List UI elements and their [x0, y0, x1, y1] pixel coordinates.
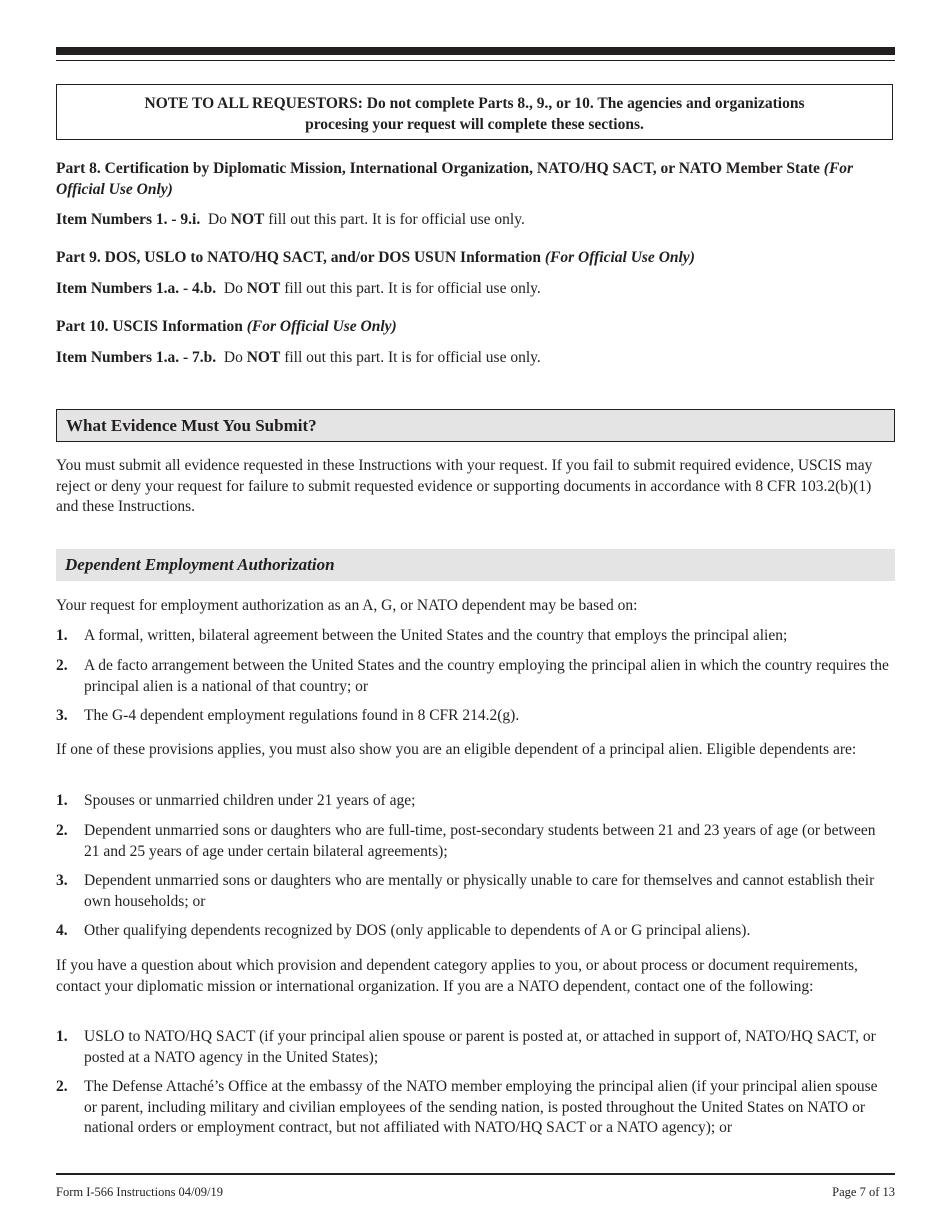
- part10-heading: Part 10. USCIS Information (For Official Use Only): [56, 318, 397, 335]
- header-rule-thin: [56, 60, 895, 61]
- footer-form-id: Form I-566 Instructions 04/09/19: [56, 1185, 224, 1199]
- part9-item: Item Numbers 1.a. - 4.b. Do NOT fill out this part. It is for official use only.: [56, 280, 541, 297]
- part10-item: Item Numbers 1.a. - 7.b. Do NOT fill out this part. It is for official use only.: [56, 349, 541, 366]
- evidence-section-title: What Evidence Must You Submit?: [56, 409, 895, 442]
- footer-rule: [56, 1173, 895, 1175]
- header-rule-thick: [56, 47, 895, 55]
- note-line-1: NOTE TO ALL REQUESTORS: Do not complete Parts 8., 9., or 10. The agencies and organizations: [144, 95, 805, 112]
- contact-intro: If you have a question about which provision and dependent category applies to you, or about process or document requirements, contact your diplomatic mission or international organization. If you are a NATO dependent, contact one of the following:: [56, 957, 858, 995]
- part8-heading: Part 8. Certification by Diplomatic Mission, International Organization, NATO/HQ SACT, or NATO Member State (For Official Use Only): [56, 160, 854, 198]
- eligible-intro: If one of these provisions applies, you must also show you are an eligible dependent of a principal alien. Eligible dependents are:: [56, 741, 857, 758]
- dependent-section-title: Dependent Employment Authorization: [56, 549, 895, 581]
- part9-heading: Part 9. DOS, USLO to NATO/HQ SACT, and/or DOS USUN Information (For Official Use Only): [56, 249, 695, 266]
- footer-page-number: Page 7 of 13: [832, 1185, 895, 1199]
- part8-item: Item Numbers 1. - 9.i. Do NOT fill out this part. It is for official use only.: [56, 211, 525, 228]
- dependent-intro: Your request for employment authorization as an A, G, or NATO dependent may be based on:: [56, 597, 638, 614]
- note-to-requestors: [56, 84, 893, 140]
- note-line-2: procesing your request will complete these sections.: [305, 116, 644, 133]
- evidence-paragraph: You must submit all evidence requested in these Instructions with your request. If you fail to submit required evidence, USCIS may reject or deny your request for failure to submit requested evidence or supporting documents in accordance with 8 CFR 103.2(b)(1) and these Instructions.: [56, 457, 873, 515]
